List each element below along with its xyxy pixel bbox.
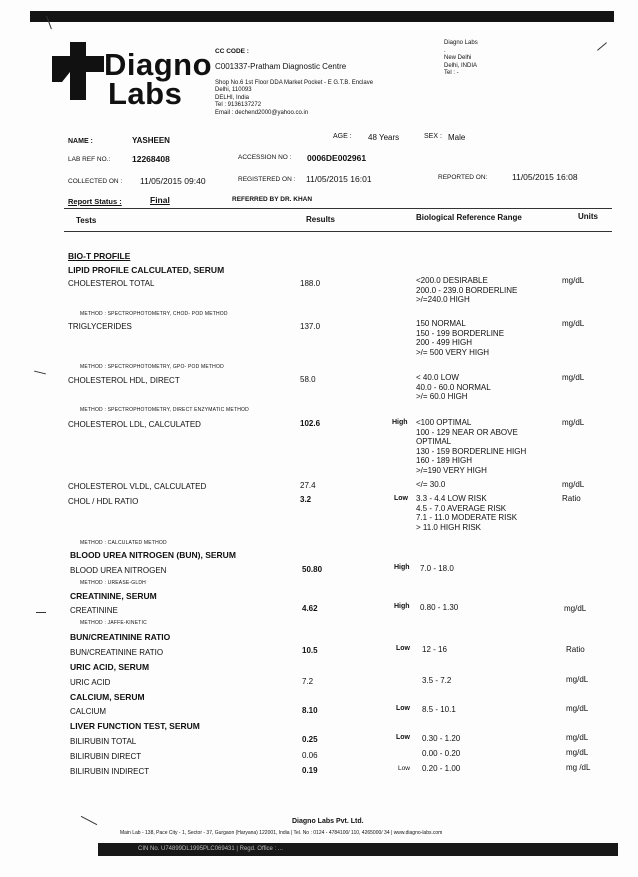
range-line: 8.5 - 10.1	[422, 705, 456, 714]
range-line: 130 - 159 BORDERLINE HIGH	[416, 446, 527, 456]
range-line: 200 - 499 HIGH	[416, 338, 473, 348]
test-name: CHOLESTEROL LDL, CALCULATED	[68, 420, 201, 429]
test-result: 0.19	[302, 766, 318, 775]
range-line: 100 - 129 NEAR OR ABOVE	[416, 427, 518, 437]
name-label: NAME :	[68, 138, 93, 145]
test-name: BUN/CREATININE RATIO	[70, 648, 164, 657]
test-unit: mg/dL	[562, 276, 585, 285]
scan-mark	[36, 612, 46, 613]
section-bun-creatinine-ratio: BUN/CREATININE RATIO	[70, 632, 171, 642]
accession-value: 0006DE002961	[307, 153, 367, 163]
method-note: METHOD : SPECTROPHOTOMETRY, GPO- POD METHOD	[80, 364, 224, 370]
footer-bar-text: CIN No. U74899DL1995PLC069431 | Regd. Office : ...	[138, 846, 283, 852]
test-range	[416, 494, 517, 532]
address-line: Delhi, 110093	[215, 87, 252, 94]
test-range	[416, 418, 526, 476]
test-name: TRIGLYCERIDES	[68, 322, 132, 331]
test-range	[416, 319, 504, 357]
test-unit: mg/dL	[562, 319, 585, 328]
test-unit: mg/dL	[566, 748, 589, 757]
test-result: 58.0	[300, 375, 316, 384]
footer-company: Diagno Labs Pvt. Ltd.	[292, 818, 364, 825]
referred-by: REFERRED BY DR. KHAN	[232, 196, 313, 203]
cc-code-label: CC CODE :	[215, 48, 249, 55]
test-flag: High	[392, 419, 408, 426]
test-name: CHOLESTEROL HDL, DIRECT	[68, 376, 180, 385]
right-line: New Delhi	[444, 55, 472, 62]
lab-address	[215, 80, 373, 117]
address-line: Shop No.6 1st Floor DDA Market Pocket - E G.T.B. Enclave	[215, 80, 374, 86]
address-line: Email : dechend2000@yahoo.co.in	[215, 109, 309, 116]
test-name: CHOLESTEROL TOTAL	[68, 279, 155, 288]
report-status-value: Final	[150, 195, 170, 205]
method-note: METHOD : SPECTROPHOTOMETRY, CHOD- POD METHOD	[80, 311, 228, 317]
reported-value: 11/05/2015 16:08	[512, 172, 578, 182]
section-bun: BLOOD UREA NITROGEN (BUN), SERUM	[70, 550, 236, 560]
range-line: 0.20 - 1.00	[422, 764, 461, 773]
test-unit: mg/dL	[562, 373, 585, 382]
col-units: Units	[578, 212, 598, 221]
test-result: 0.25	[302, 735, 318, 744]
test-result: 50.80	[302, 565, 323, 574]
range-line: >/= 60.0 HIGH	[416, 392, 468, 402]
test-unit: mg/dL	[562, 418, 585, 427]
test-unit: mg/dL	[566, 733, 589, 742]
section-uric-acid: URIC ACID, SERUM	[70, 662, 150, 672]
section-calcium: CALCIUM, SERUM	[70, 692, 145, 702]
test-flag: Low	[396, 645, 410, 652]
test-result: 137.0	[300, 322, 321, 331]
header-rule-bottom	[64, 231, 612, 232]
range-line: 0.30 - 1.20	[422, 734, 461, 743]
test-name: BLOOD UREA NITROGEN	[70, 566, 167, 575]
range-line: 12 - 16	[422, 645, 447, 654]
col-tests: Tests	[76, 216, 97, 225]
test-name: CREATININE	[70, 606, 118, 615]
lab-right-block	[444, 40, 478, 78]
method-note: METHOD : CALCULATED METHOD	[80, 540, 167, 546]
test-flag: Low	[394, 495, 408, 502]
test-unit: mg/dL	[566, 704, 589, 713]
right-line: Delhi, INDIA	[444, 62, 478, 69]
range-line: 3.5 - 7.2	[422, 676, 452, 685]
test-range	[422, 734, 460, 744]
test-name: BILIRUBIN TOTAL	[70, 737, 137, 746]
test-result: 27.4	[300, 481, 316, 490]
right-line: .	[444, 47, 446, 54]
sex-value: Male	[448, 133, 466, 142]
collected-label: COLLECTED ON :	[68, 178, 123, 185]
age-label: AGE :	[333, 133, 352, 140]
test-flag: High	[394, 564, 410, 571]
top-bar	[30, 11, 614, 22]
range-line: 160 - 189 HIGH	[416, 456, 473, 466]
test-unit: Ratio	[562, 494, 581, 503]
ref-value: 12268408	[132, 154, 170, 164]
range-line: 7.1 - 11.0 MODERATE RISK	[416, 513, 518, 523]
section-liver-function: LIVER FUNCTION TEST, SERUM	[70, 721, 200, 731]
test-name: BILIRUBIN DIRECT	[70, 752, 142, 761]
range-line: 4.5 - 7.0 AVERAGE RISK	[416, 503, 507, 513]
test-range	[420, 603, 458, 613]
test-result: 4.62	[302, 604, 318, 613]
col-range: Biological Reference Range	[416, 213, 522, 222]
range-line: >/=240.0 HIGH	[416, 295, 470, 305]
range-line: 0.00 - 0.20	[422, 749, 461, 758]
test-range	[416, 276, 517, 305]
test-unit: Ratio	[566, 645, 585, 654]
test-range	[416, 480, 445, 490]
range-line: 7.0 - 18.0	[420, 564, 454, 573]
range-line: < 40.0 LOW	[416, 373, 459, 382]
range-line: >/=190 VERY HIGH	[416, 465, 487, 475]
test-unit: mg/dL	[564, 604, 587, 613]
scan-mark	[34, 371, 46, 375]
test-range	[422, 764, 460, 774]
cc-code-value: C001337-Pratham Diagnostic Centre	[215, 62, 347, 71]
range-line: 0.80 - 1.30	[420, 603, 459, 612]
test-name: CALCIUM	[70, 707, 107, 716]
ref-label: LAB REF NO.:	[68, 156, 111, 163]
age-value: 48 Years	[368, 133, 400, 142]
range-line: 150 NORMAL	[416, 319, 466, 328]
address-line: DELHI, India	[215, 94, 250, 101]
reported-label: REPORTED ON:	[438, 174, 488, 181]
section-bio-profile: BIO-T PROFILE	[68, 251, 131, 261]
test-range	[422, 749, 460, 759]
right-line: Tel : -	[444, 70, 459, 77]
right-line: Diagno Labs	[444, 40, 478, 46]
test-result: 188.0	[300, 279, 321, 288]
range-line: 40.0 - 60.0 NORMAL	[416, 382, 491, 392]
scan-mark	[597, 42, 607, 50]
test-range	[420, 564, 454, 574]
section-lipid: LIPID PROFILE CALCULATED, SERUM	[68, 265, 225, 275]
test-name: CHOLESTEROL VLDL, CALCULATED	[68, 482, 207, 491]
footer-bar	[98, 843, 618, 856]
accession-label: ACCESSION NO :	[238, 154, 292, 161]
test-result: 8.10	[302, 706, 318, 715]
test-range	[416, 373, 491, 402]
range-line: >/= 500 VERY HIGH	[416, 347, 490, 357]
test-unit: mg/dL	[562, 480, 585, 489]
footer-address: Main Lab - 138, Pace City - 1, Sector - 37, Gurgaon (Haryana) 122001, India | Tel. No : 0124 - 4784100/ 110, 4265000/ 34 | www.diagno-labs.com	[120, 830, 443, 836]
col-results: Results	[306, 215, 335, 224]
test-result: 102.6	[300, 419, 321, 428]
diagno-labs-cross-icon	[52, 42, 104, 100]
range-line: </= 30.0	[416, 480, 446, 489]
range-line: <100 OPTIMAL	[416, 418, 472, 427]
method-note: METHOD : JAFFE-KINETIC	[80, 620, 147, 626]
test-name: CHOL / HDL RATIO	[68, 497, 139, 506]
method-note: METHOD : SPECTROPHOTOMETRY, DIRECT ENZYMATIC METHOD	[80, 407, 249, 413]
logo-text	[104, 47, 213, 111]
range-line: 150 - 199 BORDERLINE	[416, 328, 505, 338]
test-range	[422, 705, 456, 715]
test-result: 0.06	[302, 751, 318, 760]
range-line: 200.0 - 239.0 BORDERLINE	[416, 285, 518, 295]
test-name: BILIRUBIN INDIRECT	[70, 767, 150, 776]
method-note: METHOD : UREASE-GLDH	[80, 580, 146, 586]
test-range	[422, 645, 447, 655]
section-creatinine: CREATININE, SERUM	[70, 591, 157, 601]
test-result: 10.5	[302, 646, 318, 655]
test-name: URIC ACID	[70, 678, 111, 687]
logo-line2: Labs	[108, 76, 183, 111]
name-value: YASHEEN	[132, 136, 170, 145]
test-flag: High	[394, 603, 410, 610]
address-line: Tel : 9136137272	[215, 102, 262, 109]
test-result: 3.2	[300, 495, 312, 504]
range-line: > 11.0 HIGH RISK	[416, 522, 481, 532]
test-unit: mg/dL	[566, 675, 589, 684]
range-line: 3.3 - 4.4 LOW RISK	[416, 494, 487, 503]
collected-value: 11/05/2015 09:40	[140, 176, 206, 186]
registered-label: REGISTERED ON :	[238, 176, 296, 183]
header-rule-top	[64, 208, 612, 209]
test-flag: Low	[396, 734, 410, 741]
test-flag: Low	[396, 705, 410, 712]
report-status-label: Report Status :	[68, 197, 122, 206]
logo-line1: Diagno	[104, 47, 213, 82]
test-unit: mg /dL	[566, 763, 591, 772]
test-range	[422, 676, 451, 686]
registered-value: 11/05/2015 16:01	[306, 174, 372, 184]
scan-mark	[81, 816, 97, 825]
test-result: 7.2	[302, 677, 314, 686]
range-line: <200.0 DESIRABLE	[416, 276, 488, 285]
sex-label: SEX :	[424, 133, 442, 140]
range-line: OPTIMAL	[416, 437, 452, 447]
test-flag: Low	[398, 765, 410, 772]
